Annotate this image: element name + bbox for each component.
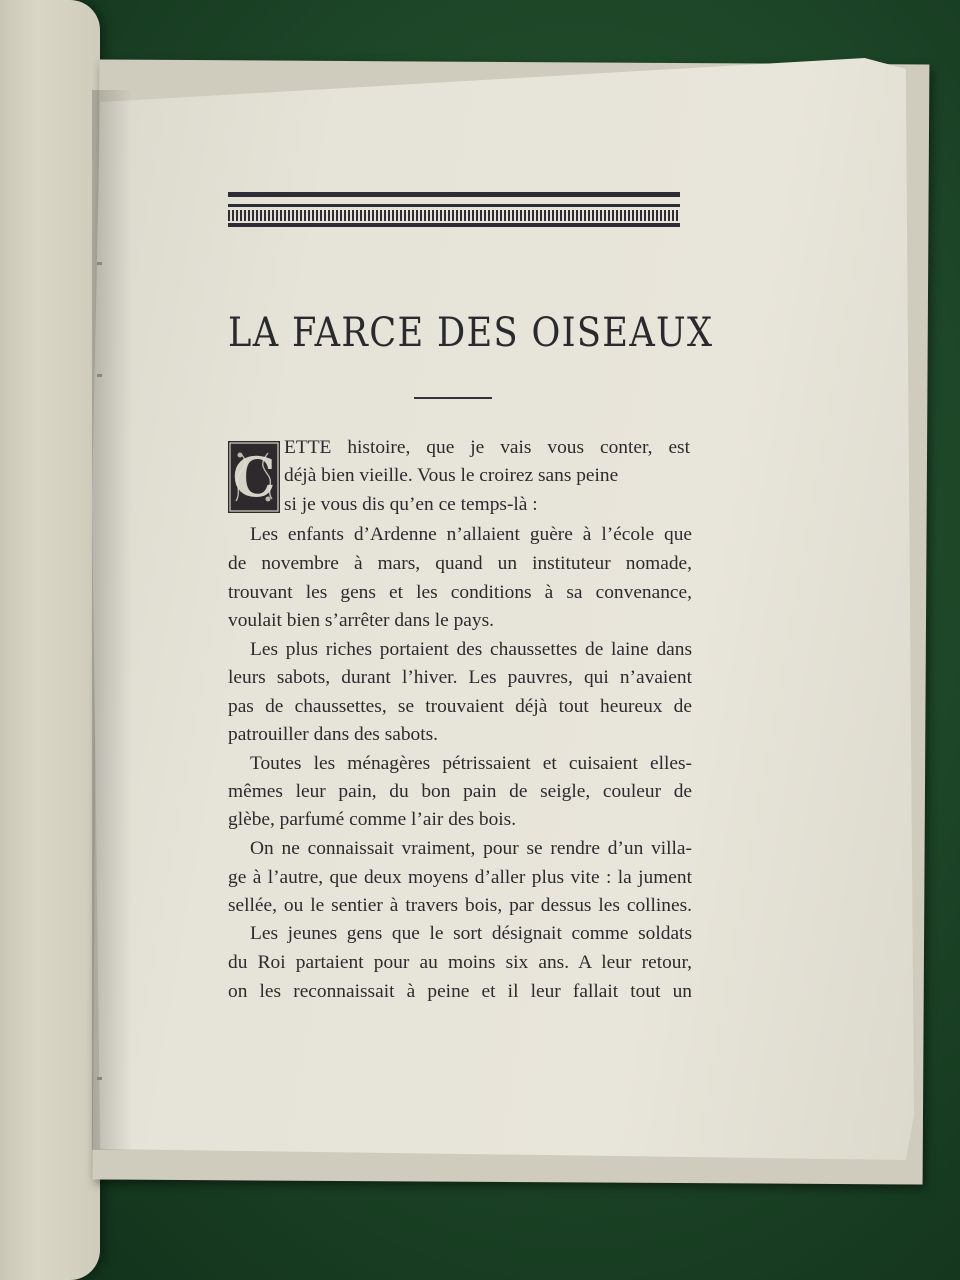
text-line: Les plus riches portaient des chaussettes de laine dans xyxy=(250,639,692,660)
text-line: pas de chaussettes, se trouvaient déjà tout heureux de xyxy=(228,696,692,717)
text-line: On ne connaissait vraiment, pour se rendre d’un villa- xyxy=(250,838,692,859)
text-line: Les jeunes gens que le sort désignait comme soldats xyxy=(250,923,692,944)
text-line: mêmes leur pain, du bon pain de seigle, couleur de xyxy=(228,781,692,802)
binding-stitch xyxy=(97,374,102,377)
text-line: du Roi partaient pour au moins six ans. A leur retour, xyxy=(228,952,692,973)
title-rule xyxy=(414,397,492,399)
page-title: LA FARCE DES OISEAUX xyxy=(228,310,714,356)
text-line: Les enfants d’Ardenne n’allaient guère à l’école que xyxy=(250,524,692,545)
text-line: leurs sabots, durant l’hiver. Les pauvres, qui n’avaient xyxy=(228,667,692,688)
drop-cap-letter: C xyxy=(232,445,276,509)
text-line: voulait bien s’arrêter dans le pays. xyxy=(228,610,494,631)
text-line: on les reconnaissait à peine et il leur fallait tout un xyxy=(228,981,692,1002)
header-ornament xyxy=(228,190,680,232)
binding-stitch xyxy=(97,262,102,265)
text-line: Toutes les ménagères pétrissaient et cuisaient elles- xyxy=(250,753,692,774)
text-line: déjà bien vieille. Vous le croirez sans peine xyxy=(284,465,619,486)
binding-stitch xyxy=(97,1077,102,1080)
text-line: sellée, ou le sentier à travers bois, par dessus les collines. xyxy=(228,895,692,916)
text-line: trouvant les gens et les conditions à sa convenance, xyxy=(228,582,692,603)
drop-cap xyxy=(228,441,280,513)
text-line: de novembre à mars, quand un instituteur nomade, xyxy=(228,553,692,574)
binding-shadow xyxy=(92,90,132,1150)
text-line: ge à l’autre, que deux moyens d’aller plus vite : la jument xyxy=(228,867,692,888)
text-line: patrouiller dans des sabots. xyxy=(228,724,439,745)
text-line: glèbe, parfumé comme l’air des bois. xyxy=(228,809,517,830)
text-line: ETTE histoire, que je vais vous conter, est xyxy=(284,437,690,458)
left-page xyxy=(0,0,100,1280)
text-line: si je vous dis qu’en ce temps-là : xyxy=(284,494,538,515)
